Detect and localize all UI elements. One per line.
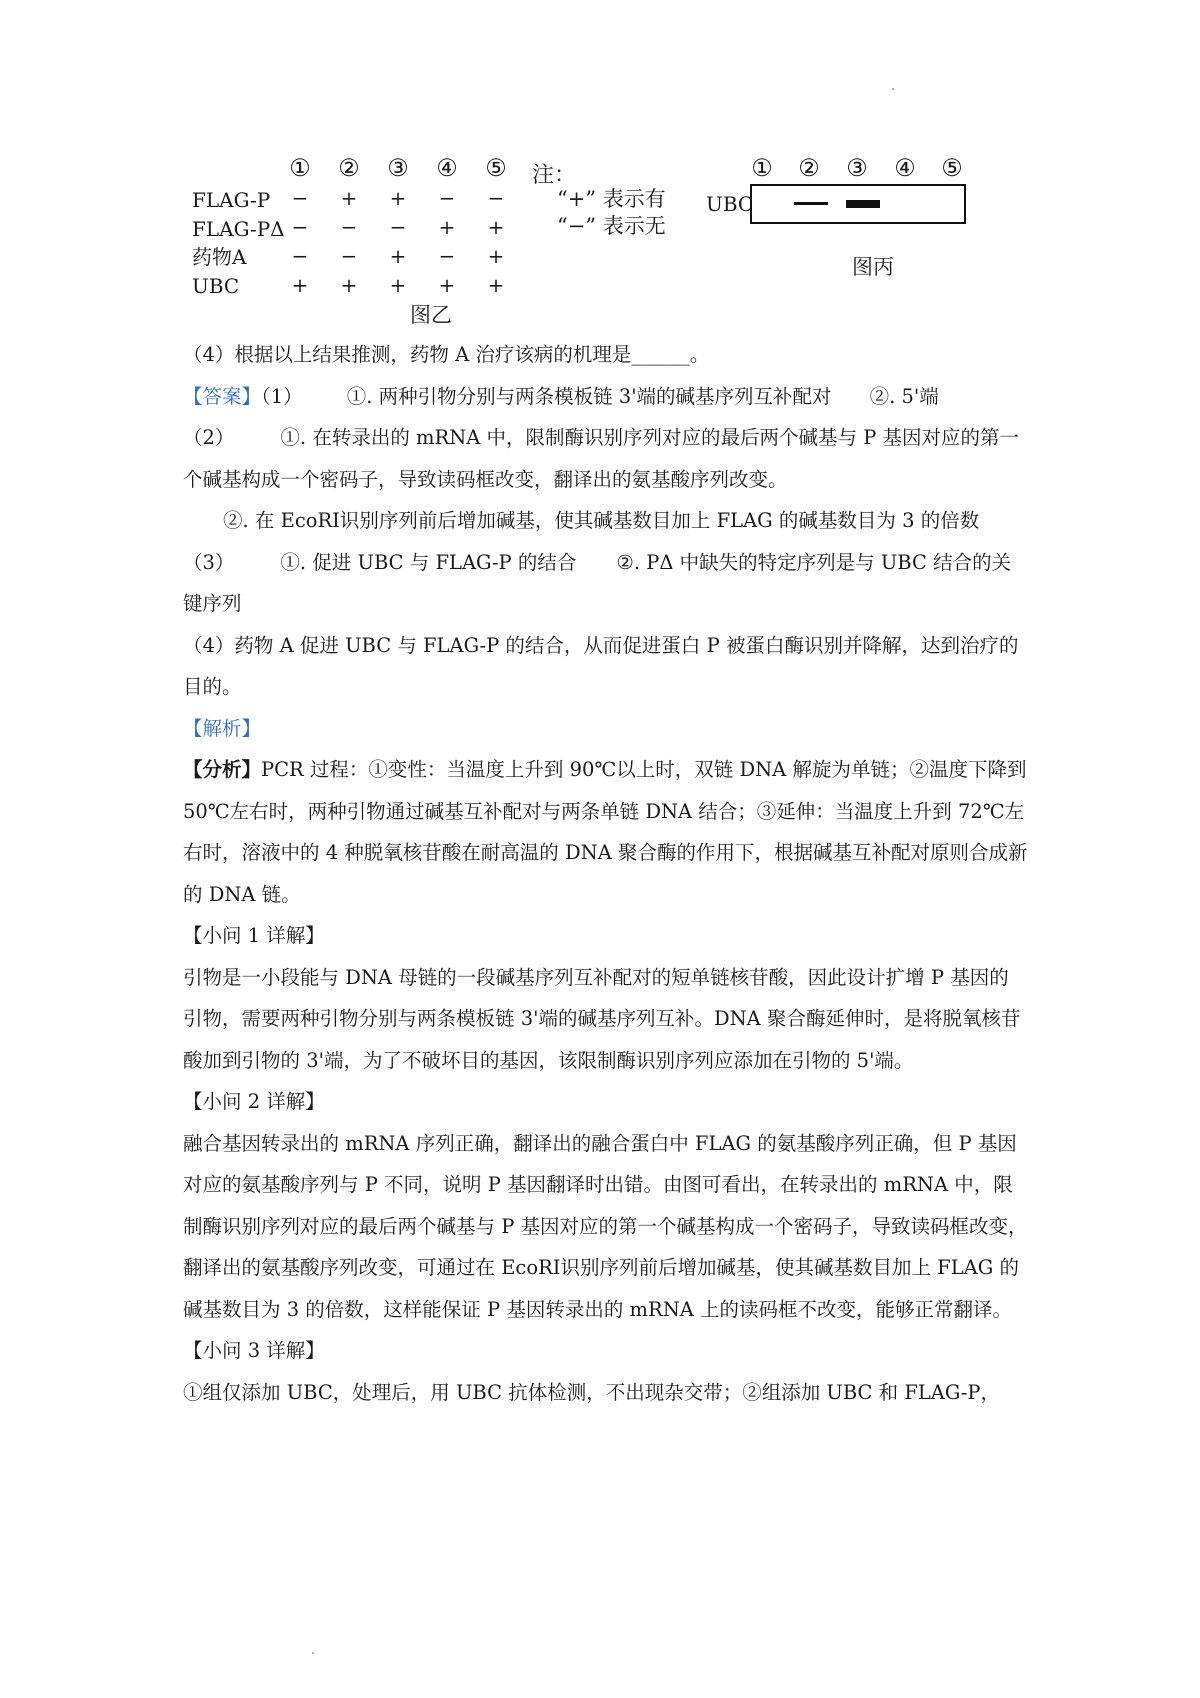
- yi-sign: −: [291, 244, 309, 268]
- yi-sign: +: [438, 215, 456, 239]
- yi-sign: +: [389, 186, 407, 210]
- yi-sign: +: [389, 244, 407, 268]
- yi-sign: −: [291, 215, 309, 239]
- answer-1-part-1: ①. 两种引物分别与两条模板链 3'端的碱基序列互补配对: [346, 384, 832, 408]
- band-lane-3: [846, 200, 880, 208]
- yi-sign: +: [389, 273, 407, 297]
- yi-lane-2: ②: [338, 154, 360, 182]
- yi-sign: +: [291, 273, 309, 297]
- yi-sign: −: [438, 186, 456, 210]
- answer-3-prefix: （3）: [183, 550, 235, 574]
- bing-row-label-ubc: UBC: [706, 192, 754, 216]
- analysis-fenxi: [183, 749, 1028, 915]
- answer-2-part-2: ②. 在 EcoRⅠ识别序列前后增加碱基，使其碱基数目加上 FLAG 的碱基数目为 3 的倍数: [223, 509, 980, 532]
- main-text: [183, 334, 1028, 1413]
- answer-label: 【答案】: [183, 384, 262, 408]
- fenxi-text: PCR 过程：①变性：当温度上升到 90℃以上时，双链 DNA 解旋为单链；②温度下降到 50℃左右时，两种引物通过碱基互补配对与两条单链 DNA 结合；③延伸：当温度上升到 72℃左右时，溶液中的 4 种脱氧核苷酸在耐高温的 DNA 聚合酶的作用下，根据碱基互补配对原则合成新的 DNA 链。: [183, 758, 1028, 906]
- answer-2: [183, 417, 1028, 500]
- analysis-label: 【解析】: [183, 716, 262, 740]
- yi-sign: −: [487, 186, 505, 210]
- bing-lane-4: ④: [894, 154, 916, 182]
- bing-lane-1: ①: [751, 154, 773, 182]
- yi-sign: +: [487, 244, 505, 268]
- band-lane-2: [794, 202, 828, 205]
- yi-sign: +: [487, 273, 505, 297]
- answer-3-part-1: ①. 促进 UBC 与 FLAG-P 的结合: [280, 550, 577, 574]
- yi-sign: −: [340, 244, 358, 268]
- q2-label: 【小问 2 详解】: [183, 1090, 325, 1113]
- answer-4: （4）药物 A 促进 UBC 与 FLAG-P 的结合，从而促进蛋白 P 被蛋白酶识别并降解，达到治疗的目的。: [183, 633, 1019, 698]
- yi-sign: +: [438, 273, 456, 297]
- q1-text: 引物是一小段能与 DNA 母链的一段碱基序列互补配对的短单链核苷酸，因此设计扩增 P 基因的引物，需要两种引物分别与两条模板链 3'端的碱基序列互补。DNA 聚合酶延伸时，是将脱氧核苷酸加到引物的 3'端，为了不破坏目的基因，该限制酶识别序列应添加在引物的 5'端。: [183, 965, 1021, 1072]
- note-minus: “−” 表示无: [557, 214, 666, 238]
- yi-sign: +: [340, 186, 358, 210]
- page-dot-top: [892, 88, 894, 90]
- yi-sign: −: [340, 215, 358, 239]
- yi-row-label-flag-p-delta: FLAG-PΔ: [192, 217, 285, 241]
- figure-bing-caption: 图丙: [852, 255, 894, 279]
- note-plus: “+” 表示有: [557, 187, 666, 211]
- bing-lane-2: ②: [798, 154, 820, 182]
- fenxi-label: 【分析】: [183, 758, 262, 781]
- answer-1-part-2: ②. 5'端: [869, 384, 939, 408]
- yi-row-label-ubc: UBC: [192, 274, 240, 298]
- answer-3-part-2: ②. PΔ 中缺失的特定序列是与 UBC 结合的关键序列: [183, 550, 1012, 615]
- figure-yi-caption: 图乙: [410, 303, 452, 327]
- page-dot-bottom: [312, 1652, 314, 1654]
- answer-2-prefix: （2）: [183, 426, 235, 449]
- yi-lane-1: ①: [289, 154, 311, 182]
- question-4: （4）根据以上结果推测，药物 A 治疗该病的机理是______。: [183, 343, 710, 366]
- q3-label: 【小问 3 详解】: [183, 1339, 325, 1362]
- yi-sign: −: [389, 215, 407, 239]
- yi-sign: +: [340, 273, 358, 297]
- yi-row-label-flag-p: FLAG-P: [192, 188, 271, 212]
- bing-lane-5: ⑤: [941, 154, 963, 182]
- blot-frame: [750, 184, 966, 224]
- answer-line-1: [183, 376, 1028, 418]
- q1-label: 【小问 1 详解】: [183, 924, 325, 947]
- answer-2-part-1: ①. 在转录出的 mRNA 中，限制酶识别序列对应的最后两个碱基与 P 基因对应的第一个碱基构成一个密码子，导致读码框改变，翻译出的氨基酸序列改变。: [183, 426, 1020, 491]
- yi-row-label-drug-a: 药物A: [192, 245, 247, 269]
- note-title: 注：: [532, 163, 577, 188]
- q2-text: 融合基因转录出的 mRNA 序列正确，翻译出的融合蛋白中 FLAG 的氨基酸序列正确，但 P 基因对应的氨基酸序列与 P 不同，说明 P 基因翻译时出错。由图可看出，在转录出的 mRNA 中，限制酶识别序列对应的最后两个碱基与 P 基因对应的第一个碱基构成一个密码子，导致读码框改变，翻译出的氨基酸序列改变，可通过在 EcoRⅠ识别序列前后增加碱基，使其碱基数目加上 FLAG 的碱基数目为 3 的倍数，这样能保证 P 基因转录出的 mRNA 上的读码框不改变，能够正常翻译。: [183, 1131, 1028, 1321]
- q3-text: ①组仅添加 UBC，处理后，用 UBC 抗体检测，不出现杂交带；②组添加 UBC 和 FLAG-P，: [183, 1380, 1001, 1404]
- yi-sign: −: [291, 186, 309, 210]
- yi-sign: −: [438, 244, 456, 268]
- bing-lane-3: ③: [846, 154, 868, 182]
- answer-3: [183, 542, 1028, 625]
- yi-sign: +: [487, 215, 505, 239]
- yi-lane-3: ③: [387, 154, 409, 182]
- yi-lane-5: ⑤: [485, 154, 507, 182]
- yi-lane-4: ④: [436, 154, 458, 182]
- answer-1-prefix: （1）: [261, 384, 303, 408]
